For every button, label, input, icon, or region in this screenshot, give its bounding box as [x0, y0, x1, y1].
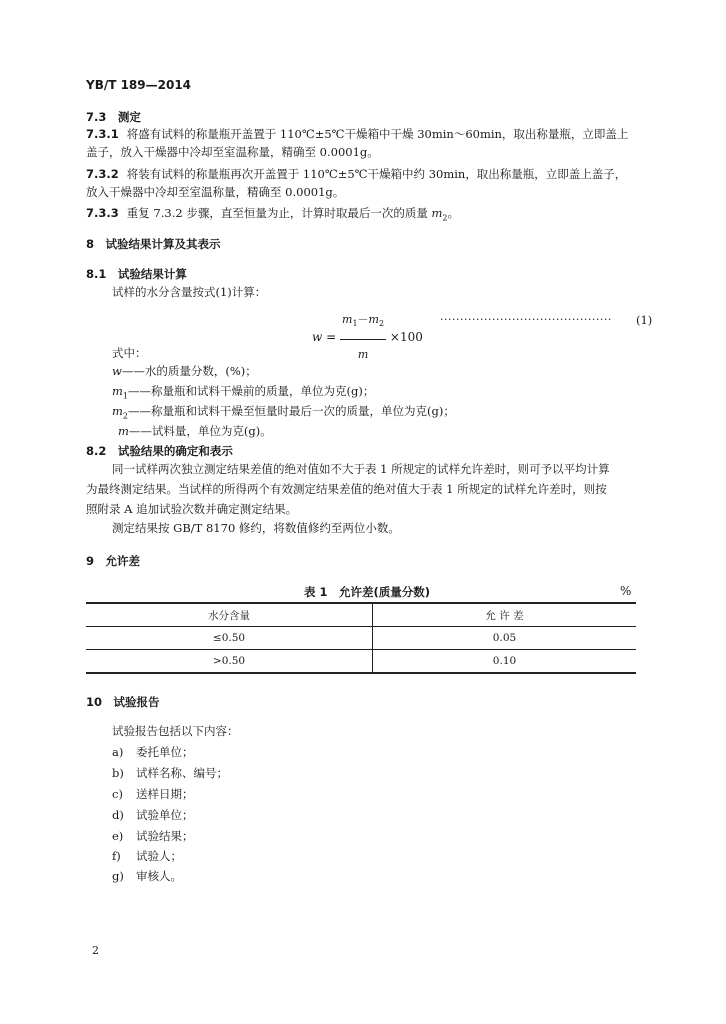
item-mark: d) — [112, 808, 124, 822]
formula-equals: = — [326, 330, 337, 345]
standard-code: YB/T 189—2014 — [86, 78, 192, 92]
var-symbol: m — [118, 424, 129, 438]
fraction-numerator — [340, 306, 386, 340]
fraction-denominator — [340, 340, 386, 369]
var-description: ——试料量，单位为克(g)。 — [128, 424, 272, 438]
item-mark: a) — [112, 745, 124, 759]
report-item-g — [112, 867, 182, 885]
formula-intro: 试样的水分含量按式(1)计算： — [112, 285, 267, 299]
var-subscript: 1 — [122, 391, 128, 401]
num-minus: － — [357, 313, 369, 326]
clause-7-3-2 — [86, 165, 626, 201]
item-text: 委托单位； — [136, 745, 194, 759]
table-title: 表 1 允许差(质量分数) — [304, 585, 431, 599]
num-m2: m — [368, 313, 379, 326]
item-mark: f) — [112, 849, 121, 863]
den-m: m — [357, 348, 369, 362]
var-description: ——称量瓶和试料干燥至恒量时最后一次的质量，单位为克(g)； — [128, 404, 455, 418]
formula-fraction — [340, 306, 386, 369]
var-symbol: m — [112, 384, 123, 398]
moisture-cell: >0.50 — [86, 650, 373, 674]
table-unit: % — [620, 584, 632, 598]
section-8-2-heading: 8.2 试验结果的确定和表示 — [86, 444, 233, 458]
item-text: 送样日期； — [136, 787, 194, 801]
clause-number: 7.3.1 — [86, 127, 119, 141]
var-description: ——水的质量分数，(%)； — [121, 364, 257, 378]
paragraph-8-2-line2: 为最终测定结果。当试样的所得两个有效测定结果差值的绝对值大于表 1 所规定的试样允许差时，则按 — [86, 482, 607, 496]
paragraph-8-2-line1: 同一试样两次独立测定结果差值的绝对值如不大于表 1 所规定的试样允许差时，则可予以平均计算 — [112, 462, 610, 476]
formula-lhs: w — [312, 330, 323, 345]
item-text: 试验结果； — [136, 829, 194, 843]
section-7-3-heading: 7.3 测定 — [86, 110, 141, 124]
item-text: 试验单位； — [136, 808, 194, 822]
item-text: 审核人。 — [136, 869, 182, 883]
report-item-b — [112, 764, 228, 782]
num-sub2: 2 — [378, 319, 385, 329]
tolerance-cell: 0.10 — [373, 650, 637, 674]
report-item-f — [112, 847, 182, 865]
var-description: ——称量瓶和试料干燥前的质量，单位为克(g)； — [128, 384, 375, 398]
clause-7-3-1 — [86, 125, 628, 161]
table-header-row — [86, 603, 636, 627]
clause-text: 将盛有试料的称量瓶开盖置于 110℃±5℃干燥箱中干燥 30min～60min，取出称量瓶，立即盖上 — [126, 127, 629, 141]
report-item-e — [112, 827, 194, 845]
paragraph-8-2-line3: 照附录 A 追加试验次数并确定测定结果。 — [86, 502, 298, 516]
clause-end: 。 — [447, 206, 459, 220]
var-subscript: 2 — [122, 411, 128, 421]
report-item-a — [112, 743, 194, 761]
formula-label: (1) — [636, 313, 653, 327]
item-mark: e) — [112, 829, 124, 843]
tolerance-table — [86, 602, 636, 674]
clause-text: 将装有试料的称量瓶再次开盖置于 110℃±5℃干燥箱中约 30min，取出称量瓶，立即盖上盖子， — [126, 167, 627, 181]
item-mark: c) — [112, 787, 123, 801]
num-m1: m — [342, 313, 353, 326]
where-label: 式中： — [112, 346, 147, 360]
formula-1 — [312, 306, 423, 369]
num-sub1: 1 — [352, 319, 358, 329]
clause-text-cont: 盖子，放入干燥器中冷却至室温称量，精确至 0.0001g。 — [86, 145, 379, 159]
clause-7-3-3 — [86, 204, 459, 227]
formula-leader-dots: ··········································· — [440, 313, 612, 326]
column-header-moisture: 水分含量 — [86, 603, 373, 627]
section-8-1-heading: 8.1 试验结果计算 — [86, 267, 187, 281]
section-9-heading: 9 允许差 — [86, 554, 141, 568]
section-10-heading: 10 试验报告 — [86, 695, 160, 709]
table-row — [86, 650, 636, 674]
var-symbol: w — [112, 364, 122, 378]
formula-times: ×100 — [389, 330, 423, 345]
report-item-c — [112, 785, 194, 803]
item-mark: g) — [112, 869, 124, 883]
page-number: 2 — [92, 944, 99, 957]
clause-text: 重复 7.3.2 步骤，直至恒量为止，计算时取最后一次的质量 — [126, 206, 432, 220]
report-item-d — [112, 806, 194, 824]
item-text: 试验人； — [136, 849, 182, 863]
moisture-cell: ≤0.50 — [86, 627, 373, 650]
section-8-heading: 8 试验结果计算及其表示 — [86, 237, 221, 251]
tolerance-cell: 0.05 — [373, 627, 637, 650]
item-mark: b) — [112, 766, 124, 780]
clause-number: 7.3.2 — [86, 167, 119, 181]
report-intro: 试验报告包括以下内容： — [112, 724, 239, 738]
mass-subscript: 2 — [442, 213, 448, 223]
column-header-tolerance: 允 许 差 — [373, 603, 637, 627]
mass-variable: m — [431, 206, 443, 220]
var-symbol: m — [112, 404, 123, 418]
clause-number: 7.3.3 — [86, 206, 119, 220]
item-text: 试样名称、编号； — [136, 766, 228, 780]
table-row — [86, 627, 636, 650]
clause-text-cont: 放入干燥器中冷却至室温称量，精确至 0.0001g。 — [86, 185, 345, 199]
var-m — [118, 422, 272, 445]
paragraph-8-2-line4: 测定结果按 GB/T 8170 修约，将数值修约至两位小数。 — [112, 521, 400, 535]
